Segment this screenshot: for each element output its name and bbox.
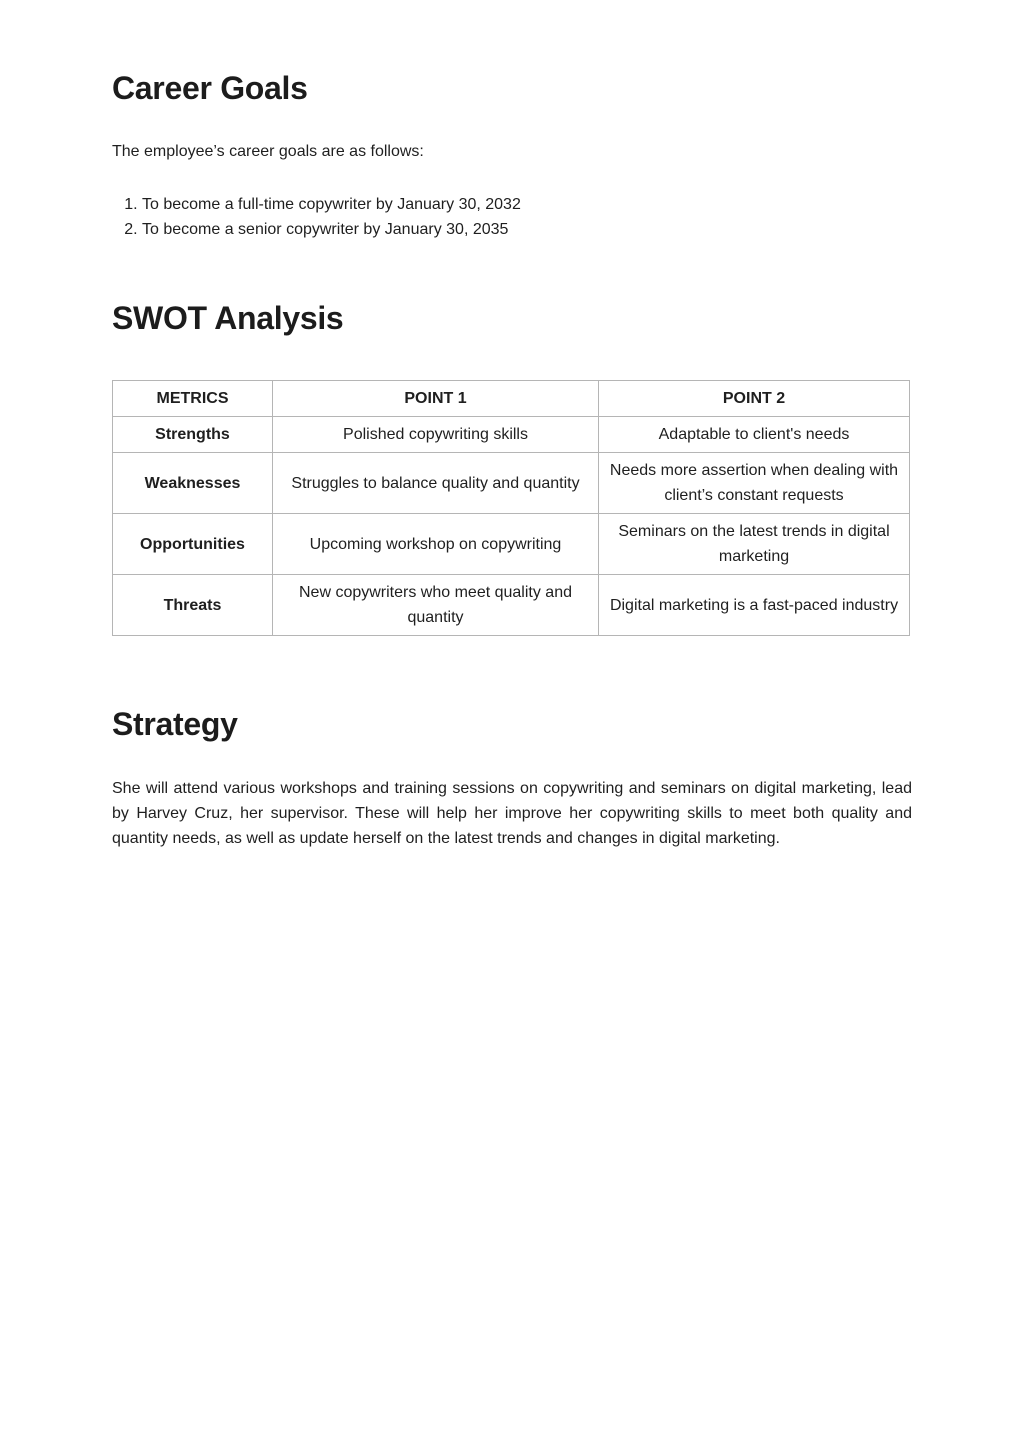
point1-cell: Polished copywriting skills	[273, 417, 599, 453]
point2-cell: Digital marketing is a fast-paced industry	[599, 575, 910, 636]
point1-cell: New copywriters who meet quality and quantity	[273, 575, 599, 636]
career-goals-heading: Career Goals	[112, 70, 308, 106]
swot-table	[112, 380, 910, 636]
point1-cell: Struggles to balance quality and quantity	[273, 453, 599, 514]
metric-cell: Strengths	[113, 417, 273, 453]
metric-cell: Opportunities	[113, 514, 273, 575]
point1-cell: Upcoming workshop on copywriting	[273, 514, 599, 575]
list-item: 2. To become a senior copywriter by January 30, 2035	[142, 217, 521, 242]
metric-cell: Weaknesses	[113, 453, 273, 514]
point2-cell: Needs more assertion when dealing with client’s constant requests	[599, 453, 910, 514]
header-point-1: POINT 1	[273, 381, 599, 417]
point2-cell: Adaptable to client's needs	[599, 417, 910, 453]
table-header-row	[113, 381, 910, 417]
table-row	[113, 417, 910, 453]
table-row	[113, 514, 910, 575]
header-point-2: POINT 2	[599, 381, 910, 417]
career-goals-intro: The employee’s career goals are as follows:	[112, 143, 424, 160]
table-row	[113, 453, 910, 514]
career-goals-list	[112, 192, 521, 242]
header-metrics: METRICS	[113, 381, 273, 417]
swot-heading: SWOT Analysis	[112, 300, 344, 336]
strategy-heading: Strategy	[112, 706, 238, 742]
list-item: 1. To become a full-time copywriter by January 30, 2032	[142, 192, 521, 217]
point2-cell: Seminars on the latest trends in digital marketing	[599, 514, 910, 575]
metric-cell: Threats	[113, 575, 273, 636]
strategy-paragraph: She will attend various workshops and training sessions on copywriting and seminars on digital marketing, lead by Harvey Cruz, her supervisor. These will help her improve her copywriting skills to meet both quality and quantity needs, as well as update herself on the latest trends and changes in digital marketing.	[112, 780, 912, 847]
table-row	[113, 575, 910, 636]
